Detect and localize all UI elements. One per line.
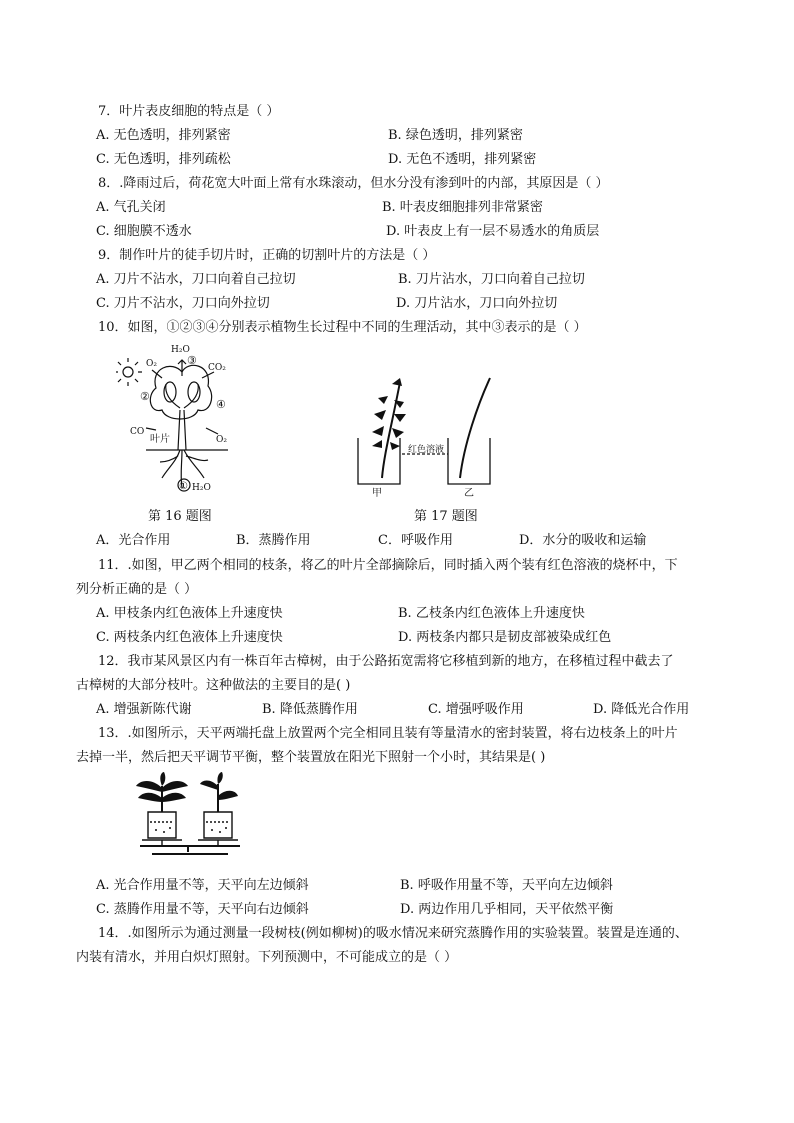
figure-17-branches-diagram	[348, 374, 494, 498]
q7-stem: 7．叶片表皮细胞的特点是（ ）	[98, 104, 280, 119]
svg-text:O₂: O₂	[216, 435, 227, 445]
q10-option-d: D．水分的吸收和运输	[519, 533, 647, 548]
figure-17-caption: 第 17 题图	[414, 509, 478, 524]
beaker-yi	[448, 438, 490, 484]
q10-option-c: C．呼吸作用	[378, 533, 453, 548]
q7-option-b: B. 绿色透明，排列紧密	[388, 128, 523, 143]
figure-16-plant-diagram	[116, 338, 240, 498]
svg-text:CO: CO	[130, 427, 145, 437]
q12-option-d: D. 降低光合作用	[593, 702, 690, 717]
q9-option-a: A. 刀片不沾水，刀口向着自己拉切	[96, 272, 296, 287]
figure-13-balance-diagram	[132, 772, 248, 858]
sun-icon	[123, 367, 133, 377]
svg-text:H₂O: H₂O	[171, 345, 190, 355]
q10-option-b: B．蒸腾作用	[236, 533, 311, 548]
q9-stem: 9．制作叶片的徒手切片时，正确的切割叶片的方法是（ ）	[98, 248, 436, 263]
q12-option-b: B. 降低蒸腾作用	[262, 702, 358, 717]
q13-stem-line2: 去掉一半，然后把天平调节平衡，整个装置放在阳光下照射一个小时，其结果是( )	[76, 750, 546, 765]
q11-option-d: D. 两枝条内都只是韧皮部被染成红色	[398, 630, 612, 645]
svg-text:乙: 乙	[464, 488, 474, 498]
q7-option-d: D. 无色不透明，排列紧密	[388, 152, 537, 167]
q7-option-a: A. 无色透明，排列紧密	[96, 128, 231, 143]
q14-stem-line2: 内装有清水，并用白炽灯照射。下列预测中，不可能成立的是（ ）	[76, 950, 458, 965]
q9-option-c: C. 刀片不沾水，刀口向外拉切	[96, 296, 270, 311]
q11-option-a: A. 甲枝条内红色液体上升速度快	[96, 606, 283, 621]
q8-stem: 8．.降雨过后，荷花宽大叶面上常有水珠滚动，但水分没有渗到叶的内部，其原因是（ ）	[98, 176, 609, 191]
q9-option-d: D. 刀片沾水，刀口向外拉切	[396, 296, 558, 311]
svg-text:④: ④	[216, 398, 226, 411]
q13-stem-line1: 13．.如图所示，天平两端托盘上放置两个完全相同且装有等量清水的密封装置，将右边枝条上的叶片	[98, 726, 678, 741]
q13-option-d: D. 两边作用几乎相同，天平依然平衡	[400, 902, 614, 917]
q14-stem-line1: 14．.如图所示为通过测量一段树枝(例如柳树)的吸水情况来研究蒸腾作用的实验装置。装置是连通的、	[98, 926, 688, 941]
q13-option-a: A. 光合作用量不等，天平向左边倾斜	[96, 878, 309, 893]
q11-stem-line2: 列分析正确的是（ ）	[76, 582, 198, 597]
q9-option-b: B. 刀片沾水，刀口向着自己拉切	[398, 272, 585, 287]
q12-stem-line2: 古樟树的大部分枝叶。这种做法的主要目的是( )	[76, 678, 351, 693]
svg-text:叶片: 叶片	[150, 434, 170, 445]
figure-16-caption: 第 16 题图	[148, 509, 212, 524]
svg-text:O₂: O₂	[146, 359, 157, 369]
q12-stem-line1: 12．我市某风景区内有一株百年古樟树，由于公路拓宽需将它移植到新的地方，在移植过程中截去了	[98, 654, 674, 669]
svg-text:③: ③	[187, 354, 197, 367]
svg-text:H₂O: H₂O	[192, 483, 211, 493]
q11-stem-line1: 11．.如图，甲乙两个相同的枝条，将乙的叶片全部摘除后，同时插入两个装有红色溶液的烧杯中，下	[98, 558, 678, 573]
q13-option-c: C. 蒸腾作用量不等，天平向右边倾斜	[96, 902, 309, 917]
q13-option-b: B. 呼吸作用量不等，天平向左边倾斜	[400, 878, 613, 893]
q8-option-a: A. 气孔关闭	[96, 200, 166, 215]
q12-option-a: A. 增强新陈代谢	[96, 702, 192, 717]
svg-text:②: ②	[140, 390, 150, 403]
svg-text:CO₂: CO₂	[208, 363, 226, 373]
q10-option-a: A．光合作用	[96, 533, 171, 548]
q8-option-d: D. 叶表皮上有一层不易透水的角质层	[386, 224, 600, 239]
q12-option-c: C. 增强呼吸作用	[428, 702, 524, 717]
svg-text:红色溶液: 红色溶液	[408, 445, 445, 455]
q11-option-c: C. 两枝条内红色液体上升速度快	[96, 630, 283, 645]
q8-option-c: C. 细胞膜不透水	[96, 224, 192, 239]
q11-option-b: B. 乙枝条内红色液体上升速度快	[398, 606, 585, 621]
svg-text:①: ①	[179, 481, 188, 492]
q10-stem: 10．如图，①②③④分别表示植物生长过程中不同的生理活动，其中③表示的是（ ）	[98, 320, 587, 335]
q8-option-b: B. 叶表皮细胞排列非常紧密	[382, 200, 543, 215]
q7-option-c: C. 无色透明，排列疏松	[96, 152, 231, 167]
svg-text:甲: 甲	[372, 488, 382, 498]
